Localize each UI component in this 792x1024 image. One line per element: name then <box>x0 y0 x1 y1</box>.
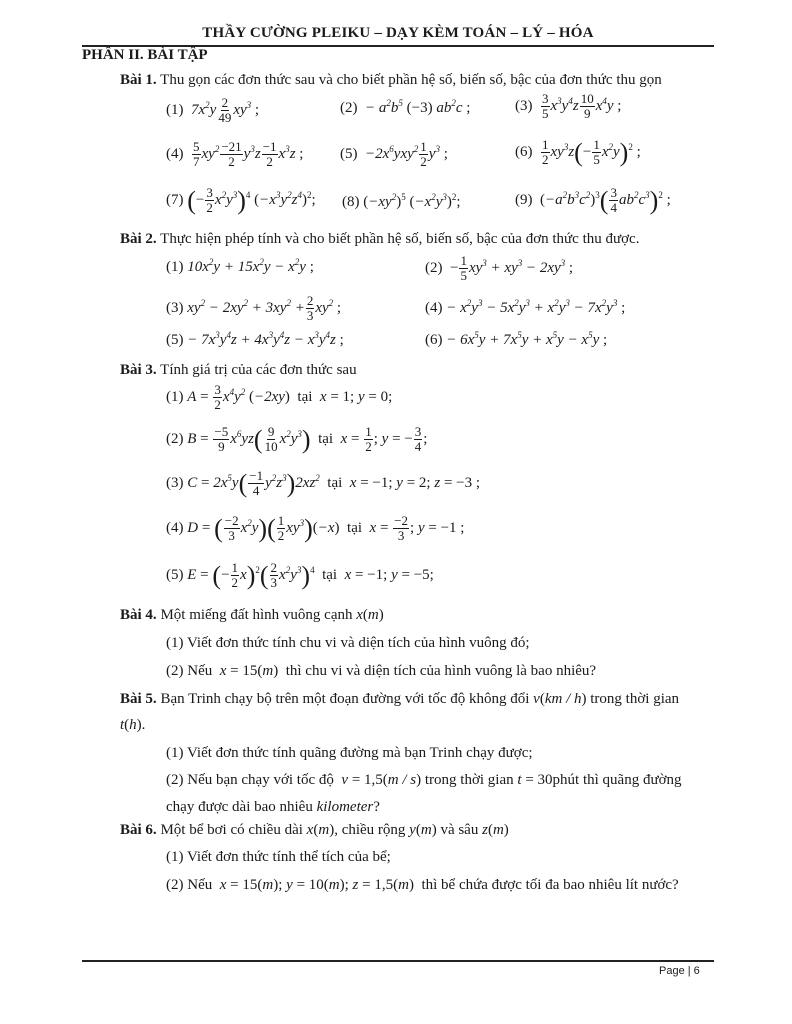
bai1-item9: (9) $(-a^2b^3c^2)^3$( $\frac{3}{4}$ $ab^2c^3)^2$ ; <box>515 185 671 215</box>
bai6-heading: Bài 6. Một bể bơi có chiều dài x(m), chiều rộng y(m) và sâu z(m) <box>120 822 509 838</box>
bai2-item5: $(5) - 7x^3y^4z + 4x^3y^4z - x^3y^4z$ ; <box>166 330 344 348</box>
bai1-item3: (3) $\frac{3}{5}$ $x^3y^4z$ $\frac{10}{9}$ $x^4y$ ; <box>515 91 622 121</box>
bai4-heading: Bài 4. Một miếng đất hình vuông cạnh x(m) <box>120 607 384 623</box>
bai1-item7: (7) (− $\frac{3}{2}$ $x^2y^3)^4$ $(-x^3y^2z^4)^2$; <box>166 185 316 215</box>
bai3-item5: (5) E = (− $\frac{1}{2}$ x)$^2$( $\frac{2}{3}$ $x^2y^3)^4$ tại x = −1; y = −5; <box>166 560 434 590</box>
bai2-item4: $(4) - x^2y^3 - 5x^2y^3 + x^2y^3 - 7x^2y^3$ ; <box>425 298 626 316</box>
bai2-text: Thực hiện phép tính và cho biết phần hệ số, biến số, bậc của đơn thức thu được. <box>160 231 640 247</box>
bai2-item3: (3) $xy^2 - 2xy^2 + 3xy^2$ + $\frac{2}{3}$ $xy^2$ ; <box>166 293 342 323</box>
bai2-item6: $(6) - 6x^5y + 7x^5y + x^5y - x^5y$ ; <box>425 330 608 348</box>
bai3-label: Bài 3. <box>120 362 157 378</box>
bai1-label: Bài 1. <box>120 72 157 88</box>
bai5-q2: (2) Nếu bạn chạy với tốc độ v = 1,5(m / s) trong thời gian t = 30phút thì quãng đường <box>166 772 682 788</box>
bai3-heading <box>120 360 357 380</box>
bai3-text: Tính giá trị của các đơn thức sau <box>160 362 357 378</box>
bai1-item4: (4) $\frac{5}{7}$ $xy^2$ $\frac{-21}{2}$ $y^3z$ $\frac{-1}{2}$ $x^3z$ ; <box>166 139 304 169</box>
bai1-item6: (6) $\frac{1}{2}$ $xy^3z(-$ $\frac{1}{5}$ $x^2y)^2$ ; <box>515 137 641 167</box>
bai2-heading <box>120 229 639 249</box>
bai4-text: Một miếng đất hình vuông cạnh <box>160 607 353 623</box>
bai1-item2: $(2) - a^2b^5$ (−3) $ab^2c$ ; <box>340 98 471 116</box>
bai1-text: Thu gọn các đơn thức sau và cho biết phần hệ số, biến số, bậc của đơn thức thu gọn <box>160 72 662 88</box>
bai4-label: Bài 4. <box>120 607 157 623</box>
bai4-q1: (1) Viết đơn thức tính chu vi và diện tích của hình vuông đó; <box>166 635 530 651</box>
bai2-item2: (2) − $\frac{1}{5}$ $xy^3 + xy^3 - 2xy^3$ ; <box>425 253 574 283</box>
bai1-item1: (1) $7x^2y$ $\frac{2}{49}$ $xy^3$ ; <box>166 95 260 125</box>
page-number: Page | 6 <box>659 965 700 977</box>
bai1-item5: $(5) -2x^6yxy^2$ $\frac{1}{2}$ $y^3$ ; <box>340 139 448 169</box>
bai5-q1: (1) Viết đơn thức tính quãng đường mà bạn Trinh chạy được; <box>166 745 533 761</box>
bai3-item2: (2) B = $\frac{-5}{9}$ $x^6yz$( $\frac{9}{10}$ $x^2y^3$) tại x = $\frac{1}{2}$ ; y = − $\frac{3}{4}$ ; <box>166 424 428 454</box>
bai5-q2-cont: chạy được dài bao nhiêu kilometer? <box>166 799 380 815</box>
bai5-label: Bài 5. <box>120 691 157 707</box>
bai1-item8: (8) $(-xy^2)^5$ $(-x^2y^3)^2$; <box>342 192 461 210</box>
bai6-text: Một bể bơi có chiều dài <box>160 822 303 838</box>
bai5-text: Bạn Trinh chạy bộ trên một đoạn đường với tốc độ không đổi <box>160 691 530 707</box>
bai4-q2: (2) Nếu x = 15(m) thì chu vi và diện tích của hình vuông là bao nhiêu? <box>166 663 597 679</box>
bai5-heading-cont: t(h). <box>120 717 146 733</box>
bai6-q2: (2) Nếu x = 15(m); y = 10(m); z = 1,5(m) thì bể chứa được tối đa bao nhiêu lít nước? <box>166 877 679 893</box>
bai6-label: Bài 6. <box>120 822 157 838</box>
footer-rule <box>82 960 714 962</box>
bai2-label: Bài 2. <box>120 231 157 247</box>
bai3-item1: (1) A = $\frac{3}{2}$ $x^4y^2$ (−2xy) tại x = 1; y = 0; <box>166 382 393 412</box>
bai2-item1: (1) $10x^2y + 15x^2y - x^2y$ ; <box>166 257 314 275</box>
page-header: THẦY CƯỜNG PLEIKU – DẠY KÈM TOÁN – LÝ – HÓA <box>202 25 594 41</box>
bai5-heading: Bài 5. Bạn Trinh chạy bộ trên một đoạn đường với tốc độ không đổi v(km / h) trong thời gian <box>120 691 680 707</box>
bai3-item4: (4) D = ( $\frac{-2}{3}$ $x^2y$)( $\frac{1}{2}$ $xy^3)(-x)$ tại x = $\frac{-2}{3}$ ; y = −1 ; <box>166 513 465 543</box>
bai6-q1: (1) Viết đơn thức tính thể tích của bể; <box>166 849 391 865</box>
bai1-heading <box>120 70 662 90</box>
bai3-item3: (3) $C = 2x^5y$( $\frac{-1}{4}$ $y^2z^3)2xz^2$ tại x = −1; y = 2; z = −3 ; <box>166 468 481 498</box>
part-title: PHẦN II. BÀI TẬP <box>82 47 208 63</box>
